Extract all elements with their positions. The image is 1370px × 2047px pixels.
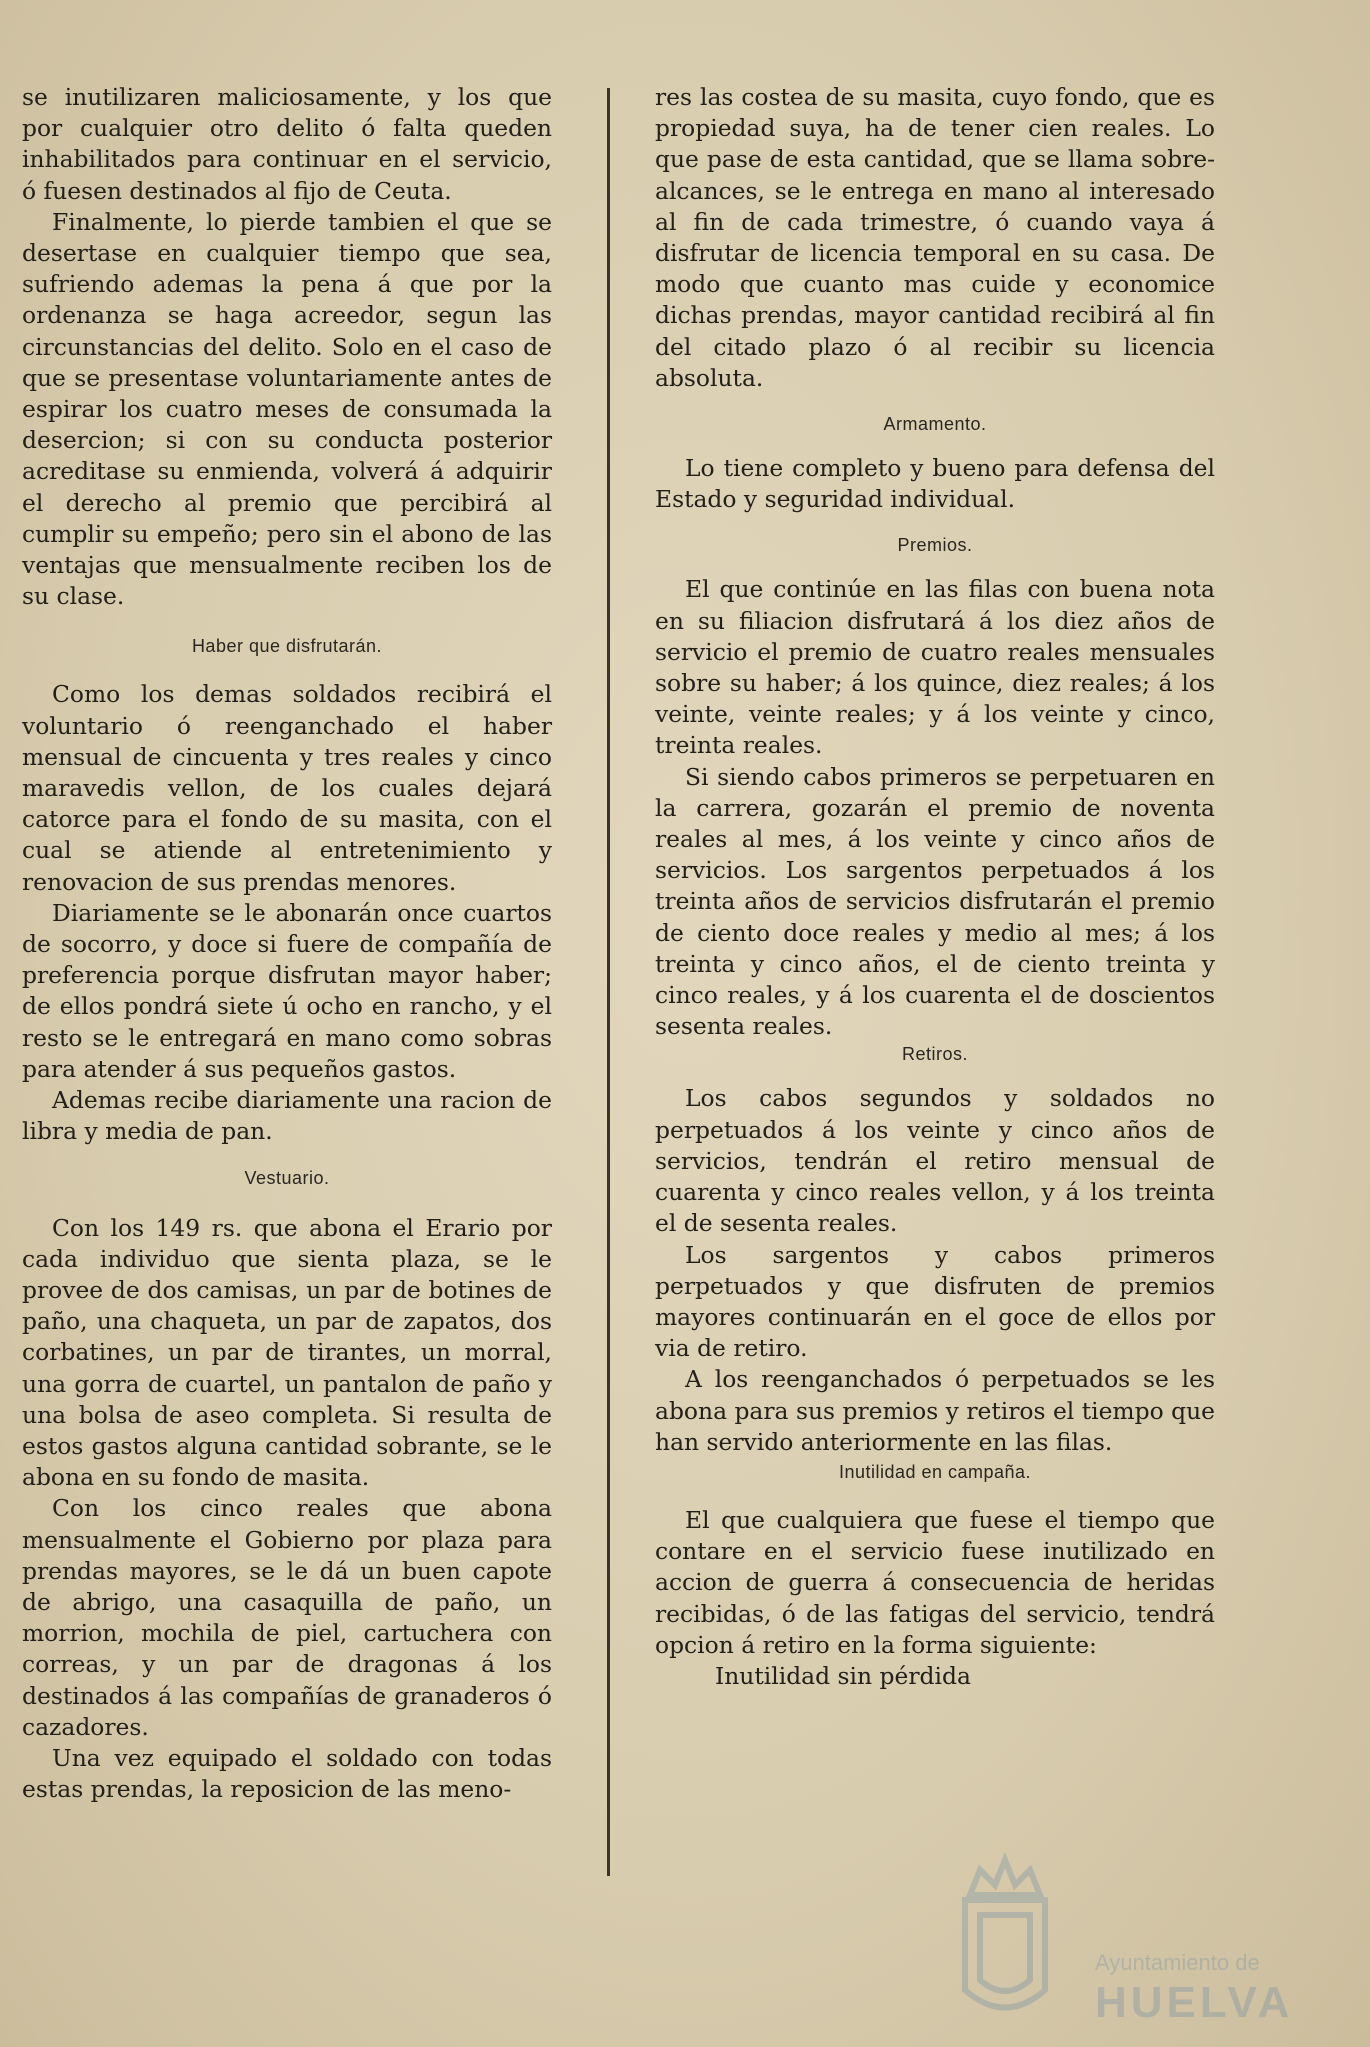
- heading-inutilidad: Inutilidad en campaña.: [838, 1461, 1032, 1482]
- paragraph-finalmente: Finalmente, lo pierde tambien el que se desertase en cualquier tiempo que sea, sufriendo ademas la pena á que por la ordenanza se haga acreedor, segun las circunstancias del delito. Solo en el caso de que se presentase voluntariamente antes de espirar los cuatro meses de consumada la desercion; si con su conducta posterior acreditase su enmienda, volverá á adquirir el derecho al premio que percibirá al cumplir su empeño; pero sin el abono de las ventajas que mensualmente reciben los de su clase.: [22, 207, 552, 611]
- heading-haber: Haber que disfrutarán.: [191, 636, 383, 657]
- paragraph-como: Como los demas soldados recibirá el voluntario ó reenganchado el haber mensual de cincuenta y tres reales y cinco maravedis vellon, de los cuales dejará catorce para el fondo de su masita, con el cual se atiende al entretenimiento y renovacion de sus prendas menores.: [22, 680, 552, 896]
- coat-of-arms-icon: [945, 1840, 1065, 2030]
- paragraph-si-siendo: Si siendo cabos primeros se perpetuaren en la carrera, gozarán el premio de noventa reales al mes, á los veinte y cinco años de servicios. Los sargentos perpetuados á los treinta años de servicios disfrutarán el premio de ciento doce reales y medio al mes; á los treinta y cinco años, el de ciento treinta y cinco reales, y á los cuarenta el de doscientos sesenta reales.: [655, 762, 1215, 1041]
- watermark-line1: Ayuntamiento de: [1095, 1950, 1260, 1975]
- paragraph-los-cabos: Los cabos segundos y soldados no perpetuados á los veinte y cinco años de servicios, tendrán el retiro mensual de cuarenta y cinco reales vellon, y á los treinta el de sesenta reales.: [655, 1084, 1215, 1238]
- watermark-line2: HUELVA: [1095, 1978, 1294, 2027]
- paragraph-res: res las costea de su masita, cuyo fondo, que es propiedad suya, ha de tener cien reales. Lo que pase de esta cantidad, que se llama sobre-alcances, se le entrega en mano al interesado al fin de cada trimestre, ó cuando vaya á disfrutar de licencia temporal en su casa. De modo que cuanto mas cuide y economice dichas prendas, mayor cantidad recibirá al fin del citado plazo ó al recibir su licencia absoluta.: [655, 83, 1215, 392]
- paragraph-ademas: Ademas recibe diariamente una racion de libra y media de pan.: [22, 1086, 552, 1146]
- paragraph-lo-tiene: Lo tiene completo y bueno para defensa del Estado y seguridad individual.: [655, 454, 1215, 514]
- paragraph-a-los: A los reenganchados ó perpetuados se les abona para sus premios y retiros el tiempo que han servido anteriormente en las filas.: [655, 1365, 1215, 1456]
- paragraph-diariamente: Diariamente se le abonarán once cuartos de socorro, y doce si fuere de compañía de preferencia porque disfrutan mayor haber; de ellos pondrá siete ú ocho en rancho, y el resto se le entregará en mano como sobras para atender á sus pequeños gastos.: [22, 898, 552, 1083]
- paragraph-el-que-cualquiera: El que cualquiera que fuese el tiempo que contare en el servicio fuese inutilizado en accion de guerra á consecuencia de heridas recibidas, ó de las fatigas del servicio, tendrá opcion á retiro en la forma siguiente:: [655, 1505, 1215, 1659]
- paragraph-intro: se inutilizaren maliciosamente, y los que por cualquier otro delito ó falta queden inhabilitados para continuar en el servicio, ó fuesen destinados al fijo de Ceuta.: [22, 83, 552, 205]
- column-divider: [607, 88, 610, 1876]
- heading-armamento: Armamento.: [883, 414, 987, 435]
- paragraph-con-cinco: Con los cinco reales que abona mensualmente el Gobierno por plaza para prendas mayores, se le dá un buen capote de abrigo, una casaquilla de paño, un morrion, mochila de piel, cartuchera con correas, y un par de dragonas á los destinados á las compañías de granaderos ó cazadores.: [22, 1494, 552, 1741]
- heading-premios: Premios.: [897, 535, 973, 556]
- paragraph-el-que: El que continúe en las filas con buena nota en su filiacion disfrutará á los diez años de servicio el premio de cuatro reales mensuales sobre su haber; á los quince, diez reales; á los veinte, veinte reales; y á los veinte y cinco, treinta reales.: [655, 575, 1215, 760]
- paragraph-sin-perdida: Inutilidad sin pérdida: [715, 1661, 971, 1690]
- heading-vestuario: Vestuario.: [244, 1167, 330, 1188]
- paragraph-con-149: Con los 149 rs. que abona el Erario por cada individuo que sienta plaza, se le provee de dos camisas, un par de botines de paño, una chaqueta, un par de zapatos, dos corbatines, un par de tirantes, un morral, una gorra de cuartel, un pantalon de paño y una bolsa de aseo completa. Si resulta de estos gastos alguna cantidad sobrante, se le abona en su fondo de masita.: [22, 1213, 552, 1492]
- paragraph-los-sargentos: Los sargentos y cabos primeros perpetuados y que disfruten de premios mayores continuarán en el goce de ellos por via de retiro.: [655, 1240, 1215, 1363]
- paragraph-una-vez: Una vez equipado el soldado con todas estas prendas, la reposicion de las meno-: [22, 1743, 552, 1804]
- heading-retiros: Retiros.: [901, 1044, 968, 1065]
- left-column: [22, 82, 552, 1805]
- right-column: [655, 82, 1215, 1692]
- watermark: [945, 1840, 1294, 2030]
